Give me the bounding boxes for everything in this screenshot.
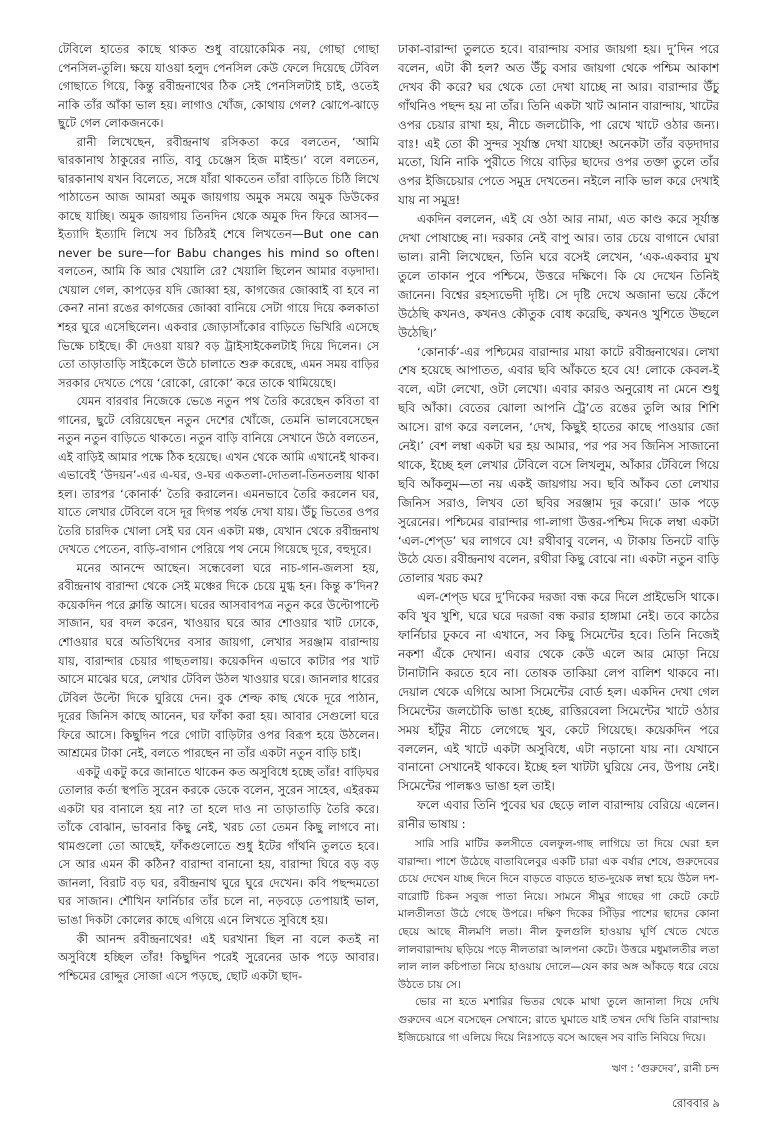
paragraph: টেবিলে হাতের কাছে থাকত শুধু বায়োকেমিক নয়, গোছা গোছা পেনসিল-তুলি। ক্ষয়ে যাওয়া হলুদ পেনসিল কেউ ফেলে দিয়েছে টেবিল গোছাতে গিয়ে, কিন্তু রবীন্দ্রনাথের ঠিক সেই পেনসিলটাই চাই, ওতেই নাকি তাঁর আঁকা ভাল হয়। লাগাও খোঁজ, কোথায় গেল? ঝোপে-ঝাড়ে ছুটে গেল লোকজনকে। — [58, 42, 379, 131]
paragraph: একদিন বললেন, এই যে ওঠা আর নামা, এত কাণ্ড করে সূর্যাস্ত দেখা পোষাচ্ছে না। দরকার নেই বাপু আর। তার চেয়ে বাগানে ঘোরা ভাল। রানী লিখেছেন, তিনি ঘরে বসেই লেখেন, ‘এক-একবার মুখ তুলে তাকান পুবে পশ্চিমে, উত্তরে দক্ষিণে। কি যে দেখেন তিনিই জানেন। বিশ্বের রহস্যভেদী দৃষ্টি। সে দৃষ্টি দেখে অজানা ভয়ে কেঁপে উঠেছি কখনও, কখনও কৌতুক বোধ করেছি, কখনও খুশিতে উছলে উঠেছি।’ — [398, 212, 719, 340]
block-quote — [398, 836, 719, 1047]
paragraph: ‘কোনার্ক’-এর পশ্চিমের বারান্দার মায়া কাটে রবীন্দ্রনাথের। লেখা শেষ হয়েছে আপাতত, এবার ছবি আঁকতে হবে যে! লোকে কেবল-ই বলে, এটা লেখো, ওটা লেখো। এবার কারও অনুরোধ না মেনে শুধু ছবি আঁকা। বেতের ঝোলা আপনি ট্রে’তে রঙের তুলি আর শিশি আসে। রাগ করে বললেন, ‘দেখ, কিছুই হাতের কাছে পাওয়ার জো নেই।’ বেশ লম্বা একটা ঘর হয় আমার, পর পর সব জিনিস সাজানো থাকে, ইচ্ছে হল লেখার টেবিলে বসে লিখলুম, আঁকার টেবিলে গিয়ে ছবি আঁকলুম—তা নয় একই জায়গায় সব। ছবি আঁকব তো লেখার জিনিস সরাও, লিখব তো ছবির সরঞ্জাম দূর করো।’ ডাক পড়ে সুরেনের। পশ্চিমের বারান্দার গা-লাগা উত্তর-পশ্চিম দিকে লম্বা একটা ‘এল-শেপ্‌ড’ ঘর লাগবে যে! রথীবাবু বলেন, এ টাকায় তিনটে বাড়ি উঠে যেত। রবীন্দ্রনাথ বলেন, রথীরা কিছু বোঝে না। একটা নতুন বাড়ি তোলার খরচ কম? — [398, 344, 719, 586]
paragraph: কী আনন্দ রবীন্দ্রনাথের! এই ঘরখানা ছিল না বলে কতই না অসুবিধে হচ্ছিল তাঁর! কিছুদিন পরেই সুরেনের ডাক পড়ে আবার। পশ্চিমের রোদ্দুর সোজা এসে পড়ছে, ছোট একটা ছাদ- — [58, 931, 379, 983]
paragraph: একটু একটু করে জানাতে থাকেন কত অসুবিধে হচ্ছে তাঁর! বাড়িঘর তোলার কর্তা স্থপতি সুরেন করকে ডেকে বলেন, সুরেন সাহেব, এইরকম একটা ঘর বানালে হয় না? তা হলে দাও না তাড়াতাড়ি তৈরি করে। তাঁকে বোঝান, ভাবনার কিছু নেই, খরচ তো তেমন কিছু লাগবে না। থামগুলো তো আছেই, ফাঁকগুলোতে শুধু ইটের গাঁথনি তুলতে হবে। সে আর এমন কী কঠিন? বারান্দা বানানো হয়, বারান্দা ঘিরে বড় বড় জানলা, বিরাট বড় ঘর, রবীন্দ্রনাথ ঘুরে ঘুরে দেখেন। কবি পছন্দমতো ঘর সাজান। শৌখিন ফার্নিচার তাঁর চলে না, নড়বড়ে তেপায়াই ভাল, ভাঙা দিকটা কোলের কাছে এগিয়ে এনে লিখতে সুবিধে হয়। — [58, 764, 379, 927]
paragraph: ফলে এবার তিনি পুবের ঘর ছেড়ে লাল বারান্দায় বেরিয়ে এলেন। রানীর ভাষায় : — [398, 798, 719, 832]
source-credit: ঋণ : ‘গুরুদেব’, রানী চন্দ — [611, 1063, 719, 1075]
left-text-column — [58, 40, 379, 985]
paragraph: এল-শেপ্‌ড ঘরে দু’দিকের দরজা বন্ধ করে দিলে প্রাইভেসি থাকে। কবি খুব খুশি, ঘরে ঘরে দরজা বন্ধ করার হাঙ্গামা নেই। তবে কাঠের ফার্নিচার ঢুকবে না এখানে, সব কিছু সিমেন্টের হবে। তিনি নিজেই নকশা এঁকে দেখান। এবার থেকে কেউ এলে আর মোড়া নিয়ে টানাটানি করতে হবে না। তোষক তাকিয়া লেপ বালিশ থাকবে না। দেয়াল থেকে এগিয়ে আসা সিমেন্টের বোর্ড হল। একদিন দেখা গেল সিমেন্টের জলচৌকি ভাঙা হচ্ছে, রাত্তিরবেলা সিমেন্টের খাটে ওঠার সময় হাঁটুর নীচে লেগেছে খুব, কেটে গিয়েছে। কয়েকদিন পরে বললেন, এই খাটে একটা অসুবিধে, এটা নড়ানো যায় না। যেখানে বানানো সেখানেই থাকবে। ইচ্ছে হল খাটটা ঘুরিয়ে নেব, উপায় নেই। সিমেন্টের পালঙ্কও ভাঙা হল তাই। — [398, 590, 719, 794]
quote-paragraph: ভোর না হতে মশারির ভিতর থেকে মাথা তুলে জানালা দিয়ে দেখি গুরুদেব এসে বসেছেন সেখানে; রাতে ঘুমাতে যাই তখন দেখি তিনি বারান্দায় ইজিচেয়ারে গা এলিয়ে দিয়ে নিঃসাড়ে বসে আছেন সব বাতি নিবিয়ে দিয়ে। — [398, 996, 719, 1044]
quote-paragraph: সারি সারি মাটির কলসীতে বেলফুল-গাছ লাগিয়ে তা দিয়ে ঘেরা হল বারান্দা। পাশে উঠেছে বাতাবিলেবুর একটি চারা এক বর্ষার শেষে, গুরুদেবের চেয়ে দেখেন যাচ্ছ দিনে দিনে বাড়তে বাড়তে হাত-দুয়েক লম্বা হয়ে উঠল দশ-বারোটি চিকন সবুজ পাতা নিয়ে। সামনে সীমুর গাছের গা কেটে কেটে মালতীলতা উঠে গেছে উপরে। দক্ষিণ দিকের সিঁড়ির পাশের ছাদের কোনা ছেয়ে আছে নীলমণি লতা। নীল ফুলগুলি হাওয়ায় ঘূর্ণি খেতে খেতে লালবারান্দায় ছড়িয়ে পড়ে নীলতারা আলপনা কেটে। উত্তরে মধুমালতীর লতা লাল লাল কচিপাতা নিয়ে হাওয়ায় দোলে—যেন কার অঙ্গ আঁকড়ে ধরে বেয়ে উঠতে চায় সে। — [398, 838, 719, 991]
right-text-column — [398, 40, 719, 1047]
paragraph: রানী লিখেছেন, রবীন্দ্রনাথ রসিকতা করে বলতেন, ‘আমি দ্বারকানাথ ঠাকুরের নাতি, বাবু চেঞ্জেস হিজ মাইন্ড।’ বলে বলতেন, দ্বারকানাথ যখন বিলেতে, সঙ্গে যাঁরা থাকতেন তাঁরা বাড়িতে চিঠি লিখে পাঠাতেন আজ আমরা অমুক জায়গায় অমুক সময়ে অমুক ডিউকের কাছে যাচ্ছি। অমুক জায়গায় তিনদিন থেকে অমুক দিন ফিরে আসব—ইত্যাদি ইত্যাদি লিখে সব চিঠিরই শেষে লিখতেন—But one can never be sure—for Babu changes his mind so often। বলতেন, আমি কি আর খেয়ালি রে? খেয়ালি ছিলেন আমার বড়দাদা। খেয়াল গেল, কাপড়ের যদি জোব্বা হয়, কাগজের জোব্বাই বা হবে না কেন? নানা রঙের কাগজের জোব্বা বানিয়ে সেটা গায়ে দিয়ে কলকাতা শহর ঘুরে এসেছিলেন। একবার জোড়াসাঁকোর বাড়িতে ভিখিরি এসেছে ভিক্ষে চাইছে। কী দেওয়া যায়? বড় ট্রাইসাইকেলটাই দিয়ে দিলেন। সে তো তাড়াতাড়ি সাইকেলে উঠে চালাতে শুরু করেছে, এমন সময় বাড়ির সরকার দেখতে পেয়ে ‘রোকো, রোকো’ করে তাকে থামিয়েছে। — [58, 134, 379, 390]
paragraph: যেমন বারবার নিজেকে ভেঙে নতুন পথ তৈরি করেছেন কবিতা বা গানের, ছুটে বেরিয়েছেন নতুন দেশের খোঁজে, তেমনি ভালবেসেছেন নতুন নতুন বাড়িতে থাকতে। নতুন বাড়ি বানিয়ে সেখানে উঠে বলতেন, এই বাড়িই আমার পক্ষে ঠিক হয়েছে। এখন থেকে আমি এখানেই থাকব। এভাবেই ‘উদয়ন’-এর এ-ঘর, ও-ঘর একতলা-দোতলা-তিনতলায় থাকা হল। তারপর ‘কোনার্ক’ তৈরি করালেন। এমনভাবে তৈরি করলেন ঘর, যাতে লেখার টেবিলে বসে দূর দিগন্ত পর্যন্ত দেখা যায়। উঁচু ভিতের ওপর তৈরি চারদিক খোলা সেই ঘর যেন একটা মঞ্চ, যেখান থেকে রবীন্দ্রনাথ দেখতে পেতেন, বাড়ি-বাগান পেরিয়ে পথ নেমে গিয়েছে দূরে, বহুদূরে। — [58, 394, 379, 557]
page-footer: রোববার ৯ — [672, 1096, 720, 1110]
paragraph: মনের আনন্দে আছেন। সন্ধেবেলা ঘরে নাচ-গান-জলসা হয়, রবীন্দ্রনাথ বারান্দা থেকে সেই মঞ্চের দিকে চেয়ে মুগ্ধ হন। কিন্তু ক’দিন? কয়েকদিন পরে ক্লান্তি আসে। ঘরের আসবাবপত্র নতুন করে উল্টোপাল্টে সাজান, ঘর বদল করেন, খাওয়ার ঘরে আর শোওয়ার খাট ঢোকে, শোওয়ার ঘরে অতিথিদের বসার জায়গা, লেখার সরঞ্জাম বারান্দায় যায়, বারান্দার চেয়ার গাছতলায়। কয়েকদিন এভাবে কাটার পর খাট আসে মাঝের ঘরে, লেখার টেবিল উঠল খাওয়ার ঘরে। জানলার ধারের টেবিল উল্টো দিকে ঘুরিয়ে দেন। বুক শেল্ফ কাছ থেকে দূরে পাঠান, দূরের জিনিস কাছে আনেন, ঘর ফাঁকা করা হয়। আবার সেগুলো ঘরে ফিরে আসে। কিছুদিন পরে গোটা বাড়িটার ওপর বিরূপ হয়ে উঠলেন। আশ্রমের টাকা নেই, বলতে পারছেন না তাঁর একটা নতুন বাড়ি চাই। — [58, 560, 379, 761]
paragraph: ঢাকা-বারান্দা তুলতে হবে। বারান্দায় বসার জায়গা হয়। দু’দিন পরে বলেন, এটা কী হল? অত উঁচু বসার জায়গা থেকে পশ্চিম আকাশ দেখব কী করে? ঘর থেকে তো দেখা যাচ্ছে না আর। বারান্দার উঁচু গাঁথনিও পছন্দ হয় না তাঁর। তিনি একটা খাট আনান বারান্দায়, খাটের ওপর চেয়ার রাখা হয়, নীচে জলচৌকি, পা রেখে খাটে ওঠার জন্য। বাঃ! এই তো কী সুন্দর সূর্যাস্ত দেখা যাচ্ছে! অনেকটা তাঁর বড়দাদার মতো, যিনি নাকি পুরীতে গিয়ে বাড়ির ছাদের ওপর তক্তা তুলে তাঁর ওপর ইজিচেয়ার পেতে সমুদ্র দেখতেন। নইলে নাকি ভাল করে দেখাই যায় না সমুদ্র! — [398, 42, 719, 208]
